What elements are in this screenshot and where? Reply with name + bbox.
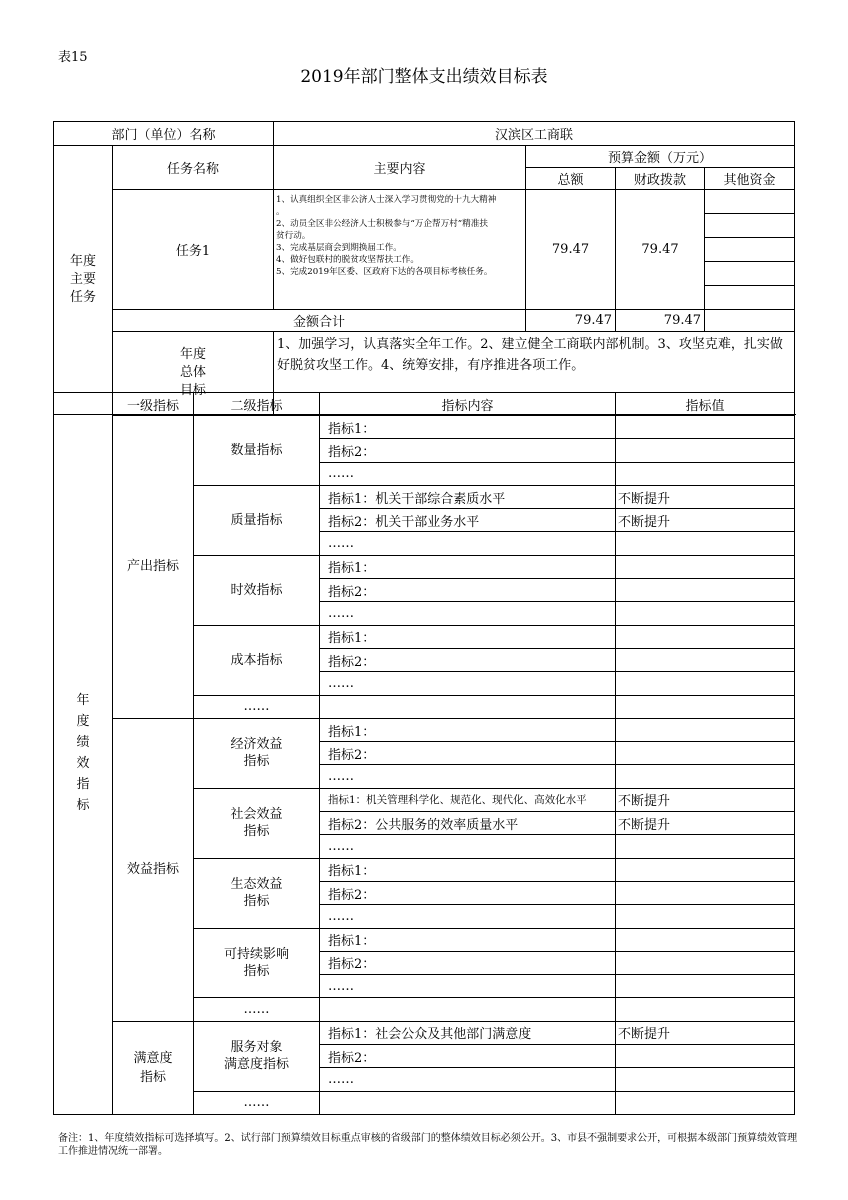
task-content-line: 5、完成2019年区委、区政府下达的各项目标考核任务。 xyxy=(276,267,493,277)
col-budget: 预算金额（万元） xyxy=(526,146,795,168)
sum-other xyxy=(705,310,795,332)
indicator-content: 指标1： xyxy=(320,555,616,578)
footnote: 备注：1、年度绩效指标可选择填写。2、试行部门预算绩效目标重点审核的省级部门的整体绩效目标必须公开。3、市县不强制要求公开，可根据本级部门预算绩效管理工作推进情况统一部署。 xyxy=(58,1133,798,1157)
indicator-level2: 生态效益 指标 xyxy=(194,858,320,928)
indicator-content: …… xyxy=(320,532,616,555)
indicator-content: 指标1： xyxy=(320,625,616,648)
indicator-table xyxy=(53,392,795,1115)
indicator-content: …… xyxy=(320,905,616,928)
indicator-value-empty xyxy=(616,695,795,718)
indicator-content: 指标1：机关管理科学化、规范化、现代化、高效化水平 xyxy=(320,788,616,811)
indicator-value: 不断提升 xyxy=(616,812,795,835)
col-value: 指标值 xyxy=(616,393,795,416)
indicator-level2: 可持续影响 指标 xyxy=(194,928,320,998)
sum-label: 金额合计 xyxy=(113,310,526,332)
indicator-value xyxy=(616,928,795,951)
dept-value: 汉滨区工商联 xyxy=(274,122,795,146)
indicator-content: 指标1： xyxy=(320,718,616,741)
indicator-value xyxy=(616,602,795,625)
page-title: 2019年部门整体支出绩效目标表 xyxy=(300,67,548,87)
indicator-value xyxy=(616,439,795,462)
indicator-content: …… xyxy=(320,765,616,788)
indicator-value: 不断提升 xyxy=(616,788,795,811)
task-content-line: 1、认真组织全区非公济人士深入学习贯彻党的十九大精神 xyxy=(276,195,497,205)
indicator-content: …… xyxy=(320,602,616,625)
indicator-value xyxy=(616,718,795,741)
indicator-value-empty xyxy=(616,998,795,1021)
indicator-value xyxy=(616,1045,795,1068)
task-content-line: 。 xyxy=(276,207,285,217)
indicator-content: 指标2： xyxy=(320,439,616,462)
task-content-line: 2、动员全区非公经济人士积极参与“万企帮万村”精准扶 xyxy=(276,219,488,229)
indicator-content: 指标2： xyxy=(320,579,616,602)
indicator-content: 指标1： xyxy=(320,858,616,881)
indicator-content: …… xyxy=(320,462,616,485)
indicator-value xyxy=(616,462,795,485)
overall-goal-text: 1、加强学习，认真落实全年工作。2、建立健全工商联内部机制。3、攻坚克难，扎实做好脱贫攻坚工作。4、统筹安排，有序推进各项工作。 xyxy=(274,332,795,415)
task-content-line: 3、完成基层商会到期换届工作。 xyxy=(276,243,402,253)
col-fiscal: 财政拨款 xyxy=(616,168,705,190)
indicator-content: …… xyxy=(320,672,616,695)
indicator-value xyxy=(616,579,795,602)
indicator-value xyxy=(616,835,795,858)
indicator-content-empty xyxy=(320,1091,616,1114)
indicator-value xyxy=(616,672,795,695)
indicator-content-empty xyxy=(320,998,616,1021)
indicator-level2: 数量指标 xyxy=(194,416,320,486)
col-task-name: 任务名称 xyxy=(113,146,274,190)
indicator-value xyxy=(616,975,795,998)
indicator-value: 不断提升 xyxy=(616,485,795,508)
indicator-content: 指标1： xyxy=(320,928,616,951)
indicator-value-empty xyxy=(616,1091,795,1114)
indicators-label: 年 度 绩 效 指 标 xyxy=(54,393,113,1115)
indicator-content: 指标1： xyxy=(320,416,616,439)
indicator-value xyxy=(616,905,795,928)
indicator-value xyxy=(616,416,795,439)
indicator-content: 指标2：公共服务的效率质量水平 xyxy=(320,812,616,835)
indicator-value xyxy=(616,648,795,671)
table-number: 表15 xyxy=(58,50,88,65)
indicator-level2-ellipsis: …… xyxy=(194,695,320,718)
indicator-value: 不断提升 xyxy=(616,509,795,532)
col-main-content: 主要内容 xyxy=(274,146,526,190)
indicator-level1: 满意度 指标 xyxy=(113,1021,194,1114)
indicator-content: 指标2：机关干部业务水平 xyxy=(320,509,616,532)
indicator-level2: 服务对象 满意度指标 xyxy=(194,1021,320,1091)
indicator-content: 指标2： xyxy=(320,881,616,904)
indicator-content-empty xyxy=(320,695,616,718)
indicator-content: 指标1：社会公众及其他部门满意度 xyxy=(320,1021,616,1044)
indicator-content: 指标2： xyxy=(320,742,616,765)
other-funds-cell xyxy=(705,238,795,262)
indicator-level2: 成本指标 xyxy=(194,625,320,695)
indicator-value xyxy=(616,858,795,881)
indicator-value xyxy=(616,742,795,765)
annual-tasks-label: 年度 主要 任务 xyxy=(54,146,113,415)
indicator-level2: 经济效益 指标 xyxy=(194,718,320,788)
indicator-value: 不断提升 xyxy=(616,1021,795,1044)
task-contents xyxy=(274,190,526,310)
indicator-level2: 时效指标 xyxy=(194,555,320,625)
task-fiscal: 79.47 xyxy=(616,190,705,310)
indicator-value xyxy=(616,881,795,904)
summary-table xyxy=(53,121,795,415)
indicator-content: …… xyxy=(320,1068,616,1091)
indicator-value xyxy=(616,951,795,974)
col-level1: 一级指标 xyxy=(113,393,194,416)
task-content-line: 贫行动。 xyxy=(276,231,311,241)
task-total: 79.47 xyxy=(526,190,616,310)
indicator-content: 指标2： xyxy=(320,951,616,974)
task-name: 任务1 xyxy=(113,190,274,310)
col-other-funds: 其他资金 xyxy=(705,168,795,190)
indicator-content: …… xyxy=(320,835,616,858)
sum-total: 79.47 xyxy=(526,310,616,332)
indicator-value xyxy=(616,765,795,788)
overall-goal-label: 年度 总体 目标 xyxy=(113,332,274,415)
indicator-level2-ellipsis: …… xyxy=(194,1091,320,1114)
col-level2: 二级指标 xyxy=(194,393,320,416)
dept-label: 部门（单位）名称 xyxy=(54,122,274,146)
indicator-level1: 产出指标 xyxy=(113,416,194,719)
indicator-content: 指标1：机关干部综合素质水平 xyxy=(320,485,616,508)
indicator-content: 指标2： xyxy=(320,1045,616,1068)
col-total: 总额 xyxy=(526,168,616,190)
indicator-content: …… xyxy=(320,975,616,998)
task-content-line: 4、做好包联村的脱贫攻坚帮扶工作。 xyxy=(276,255,419,265)
other-funds-cell xyxy=(705,190,795,214)
other-funds-cell xyxy=(705,214,795,238)
indicator-value xyxy=(616,532,795,555)
col-content: 指标内容 xyxy=(320,393,616,416)
indicator-level2: 社会效益 指标 xyxy=(194,788,320,858)
sum-fiscal: 79.47 xyxy=(616,310,705,332)
other-funds-cell xyxy=(705,286,795,310)
other-funds-cell xyxy=(705,262,795,286)
indicator-level2-ellipsis: …… xyxy=(194,998,320,1021)
indicator-value xyxy=(616,625,795,648)
indicator-level2: 质量指标 xyxy=(194,485,320,555)
indicator-level1: 效益指标 xyxy=(113,718,194,1021)
indicator-value xyxy=(616,555,795,578)
indicator-content: 指标2： xyxy=(320,648,616,671)
indicator-value xyxy=(616,1068,795,1091)
